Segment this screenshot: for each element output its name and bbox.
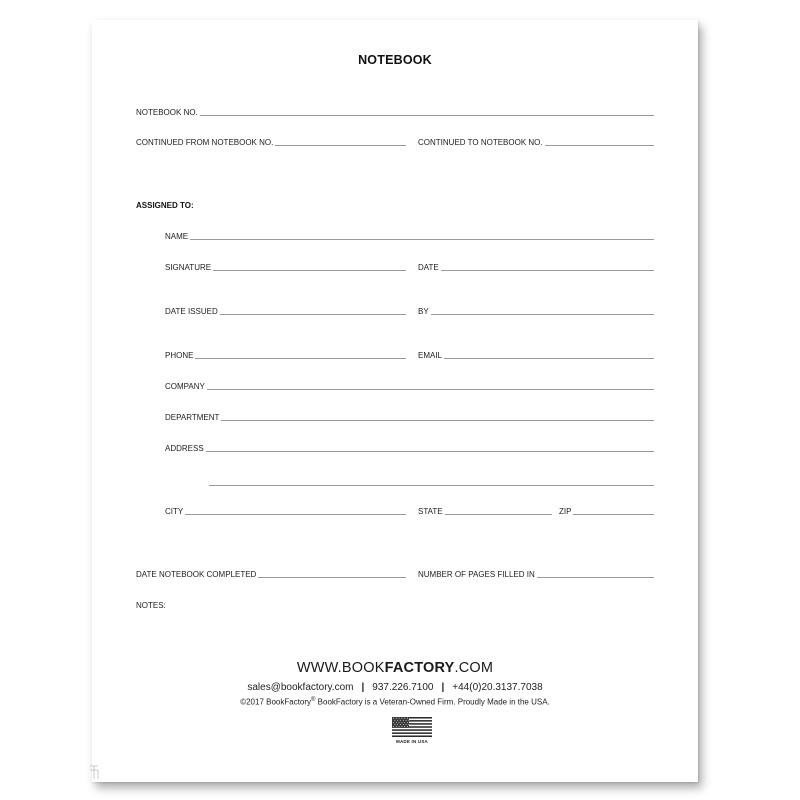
by-line bbox=[418, 314, 654, 315]
state-field[interactable] bbox=[418, 503, 552, 517]
contact-line bbox=[92, 682, 698, 693]
notes-label: NOTES: bbox=[136, 601, 166, 610]
phone-label: PHONE bbox=[165, 351, 194, 360]
copyright-suffix: BookFactory is a Veteran-Owned Firm. Proudly Made in the USA. bbox=[315, 697, 550, 707]
date-issued-label: DATE ISSUED bbox=[165, 307, 218, 316]
contact-email[interactable]: sales@bookfactory.com bbox=[247, 682, 354, 693]
by-label: BY bbox=[418, 307, 429, 316]
department-line bbox=[165, 420, 654, 421]
separator: | bbox=[441, 682, 445, 693]
date-completed-field[interactable] bbox=[136, 566, 406, 580]
assigned-to-heading: ASSIGNED TO: bbox=[136, 201, 194, 210]
contact-phone-us: 937.226.7100 bbox=[372, 682, 434, 693]
usa-flag-icon bbox=[392, 717, 432, 737]
website-url[interactable] bbox=[92, 660, 698, 676]
pages-filled-field[interactable] bbox=[418, 566, 654, 580]
address-line-2[interactable] bbox=[209, 485, 654, 486]
address-label: ADDRESS bbox=[165, 444, 204, 453]
name-line bbox=[165, 239, 654, 240]
company-field[interactable] bbox=[165, 378, 654, 392]
notebook-page bbox=[92, 20, 698, 782]
notebook-no-field[interactable] bbox=[136, 104, 654, 118]
email-label: EMAIL bbox=[418, 351, 443, 360]
company-label: COMPANY bbox=[165, 382, 205, 391]
zip-label: ZIP bbox=[559, 507, 572, 516]
phone-line bbox=[165, 358, 406, 359]
signature-label: SIGNATURE bbox=[165, 263, 212, 272]
continued-to-label: CONTINUED TO NOTEBOOK NO. bbox=[418, 138, 543, 147]
pages-filled-label: NUMBER OF PAGES FILLED IN bbox=[418, 570, 535, 579]
date-issued-field[interactable] bbox=[165, 303, 406, 317]
page-title: NOTEBOOK bbox=[358, 53, 432, 67]
department-label: DEPARTMENT bbox=[165, 413, 220, 422]
notebook-no-label: NOTEBOOK NO. bbox=[136, 108, 198, 117]
address-field[interactable] bbox=[165, 440, 654, 454]
state-label: STATE bbox=[418, 507, 443, 516]
notebook-no-line bbox=[136, 115, 654, 116]
copyright-prefix: ©2017 BookFactory bbox=[240, 697, 312, 707]
date-field[interactable] bbox=[418, 259, 654, 273]
company-line bbox=[165, 389, 654, 390]
name-field[interactable] bbox=[165, 228, 654, 242]
city-label: CITY bbox=[165, 507, 184, 516]
date-label: DATE bbox=[418, 263, 439, 272]
address-line bbox=[165, 451, 654, 452]
separator: | bbox=[361, 682, 365, 693]
date-line bbox=[418, 270, 654, 271]
city-line bbox=[165, 514, 406, 515]
continued-from-field[interactable] bbox=[136, 134, 406, 148]
phone-field[interactable] bbox=[165, 347, 406, 361]
email-line bbox=[418, 358, 654, 359]
city-field[interactable] bbox=[165, 503, 406, 517]
page-corner-marks bbox=[89, 765, 105, 781]
name-label: NAME bbox=[165, 232, 189, 241]
by-field[interactable] bbox=[418, 303, 654, 317]
contact-phone-uk: +44(0)20.3137.7038 bbox=[452, 682, 543, 693]
email-field[interactable] bbox=[418, 347, 654, 361]
zip-field[interactable] bbox=[559, 503, 654, 517]
url-bold: FACTORY bbox=[384, 660, 455, 676]
continued-from-label: CONTINUED FROM NOTEBOOK NO. bbox=[136, 138, 274, 147]
continued-to-field[interactable] bbox=[418, 134, 654, 148]
date-completed-label: DATE NOTEBOOK COMPLETED bbox=[136, 570, 257, 579]
made-in-usa-label: MADE IN USA bbox=[396, 739, 428, 744]
department-field[interactable] bbox=[165, 409, 654, 423]
url-suffix: .COM bbox=[454, 660, 494, 676]
url-prefix: WWW.BOOK bbox=[296, 660, 385, 676]
signature-field[interactable] bbox=[165, 259, 406, 273]
copyright-line bbox=[92, 697, 698, 707]
registered-mark: ® bbox=[311, 697, 316, 703]
